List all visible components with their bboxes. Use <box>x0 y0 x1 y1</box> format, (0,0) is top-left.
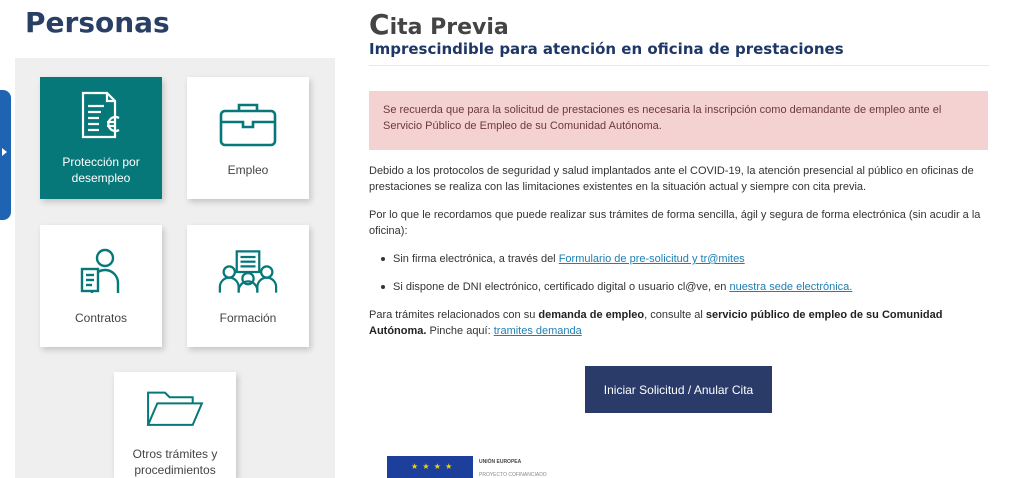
iniciar-solicitud-button[interactable]: Iniciar Solicitud / Anular Cita <box>585 366 772 413</box>
presolicitud-link[interactable]: Formulario de pre-solicitud y tr@mites <box>558 253 745 265</box>
folder-icon <box>145 382 205 434</box>
side-panel-toggle[interactable] <box>0 90 11 220</box>
tile-otros-tramites[interactable] <box>114 372 236 478</box>
sede-electronica-link[interactable]: nuestra sede electrónica. <box>729 281 853 293</box>
paragraph-demanda: Para trámites relacionados con su demanda de empleo, consulte al servicio público de empleo de su Comunidad Autónoma. Pinche aquí: tramites demanda <box>369 309 943 337</box>
eu-flag-logo <box>387 456 473 478</box>
alert-notice: Se recuerda que para la solicitud de prestaciones es necesaria la inscripción como demandante de empleo ante el Servicio Público de Empleo de su Comunidad Autónoma. <box>369 91 988 150</box>
divider <box>369 65 989 66</box>
list-item: Sin firma electrónica, a través del Formulario de pre-solicitud y tr@mites <box>381 251 852 279</box>
page-title: Cita Previa <box>369 8 509 41</box>
tile-label: Otros trámites y procedimientos <box>132 447 218 477</box>
classroom-icon <box>218 246 278 298</box>
briefcase-icon <box>218 98 278 150</box>
tile-contratos[interactable] <box>40 225 162 347</box>
stars-icon: ★ ★ ★ ★ <box>411 462 454 471</box>
page-subtitle: Imprescindible para atención en oficina de prestaciones <box>369 40 844 58</box>
section-title: Personas <box>25 6 170 39</box>
eu-sublabel: PROYECTO COFINANCIADO <box>479 472 547 478</box>
paragraph-covid: Debido a los protocolos de seguridad y salud implantados ante el COVID-19, la atención presencial al público en oficinas de prestaciones se realiza con las limitaciones existentes en la situación actual y siempre con cita previa. <box>369 165 974 193</box>
tile-label: Contratos <box>74 311 128 325</box>
options-list <box>381 251 852 307</box>
tile-proteccion-desempleo[interactable] <box>40 77 162 199</box>
list-item: Si dispone de DNI electrónico, certificado digital o usuario cl@ve, en nuestra sede electrónica. <box>381 279 852 307</box>
tile-label: Protección por desempleo <box>62 155 140 185</box>
paragraph-electronic: Por lo que le recordamos que puede realizar sus trámites de forma sencilla, ágil y segura de forma electrónica (sin acudir a la oficina): <box>369 209 981 237</box>
tile-empleo[interactable] <box>187 77 309 199</box>
eu-label: UNIÓN EUROPEA <box>479 459 522 465</box>
tile-label: Formación <box>219 311 277 325</box>
tramites-demanda-link[interactable]: tramites demanda <box>493 325 582 337</box>
tile-label: Empleo <box>227 163 269 177</box>
document-euro-icon <box>71 90 131 142</box>
tile-formacion[interactable] <box>187 225 309 347</box>
person-document-icon <box>71 246 131 298</box>
chevron-right-icon <box>2 148 7 156</box>
